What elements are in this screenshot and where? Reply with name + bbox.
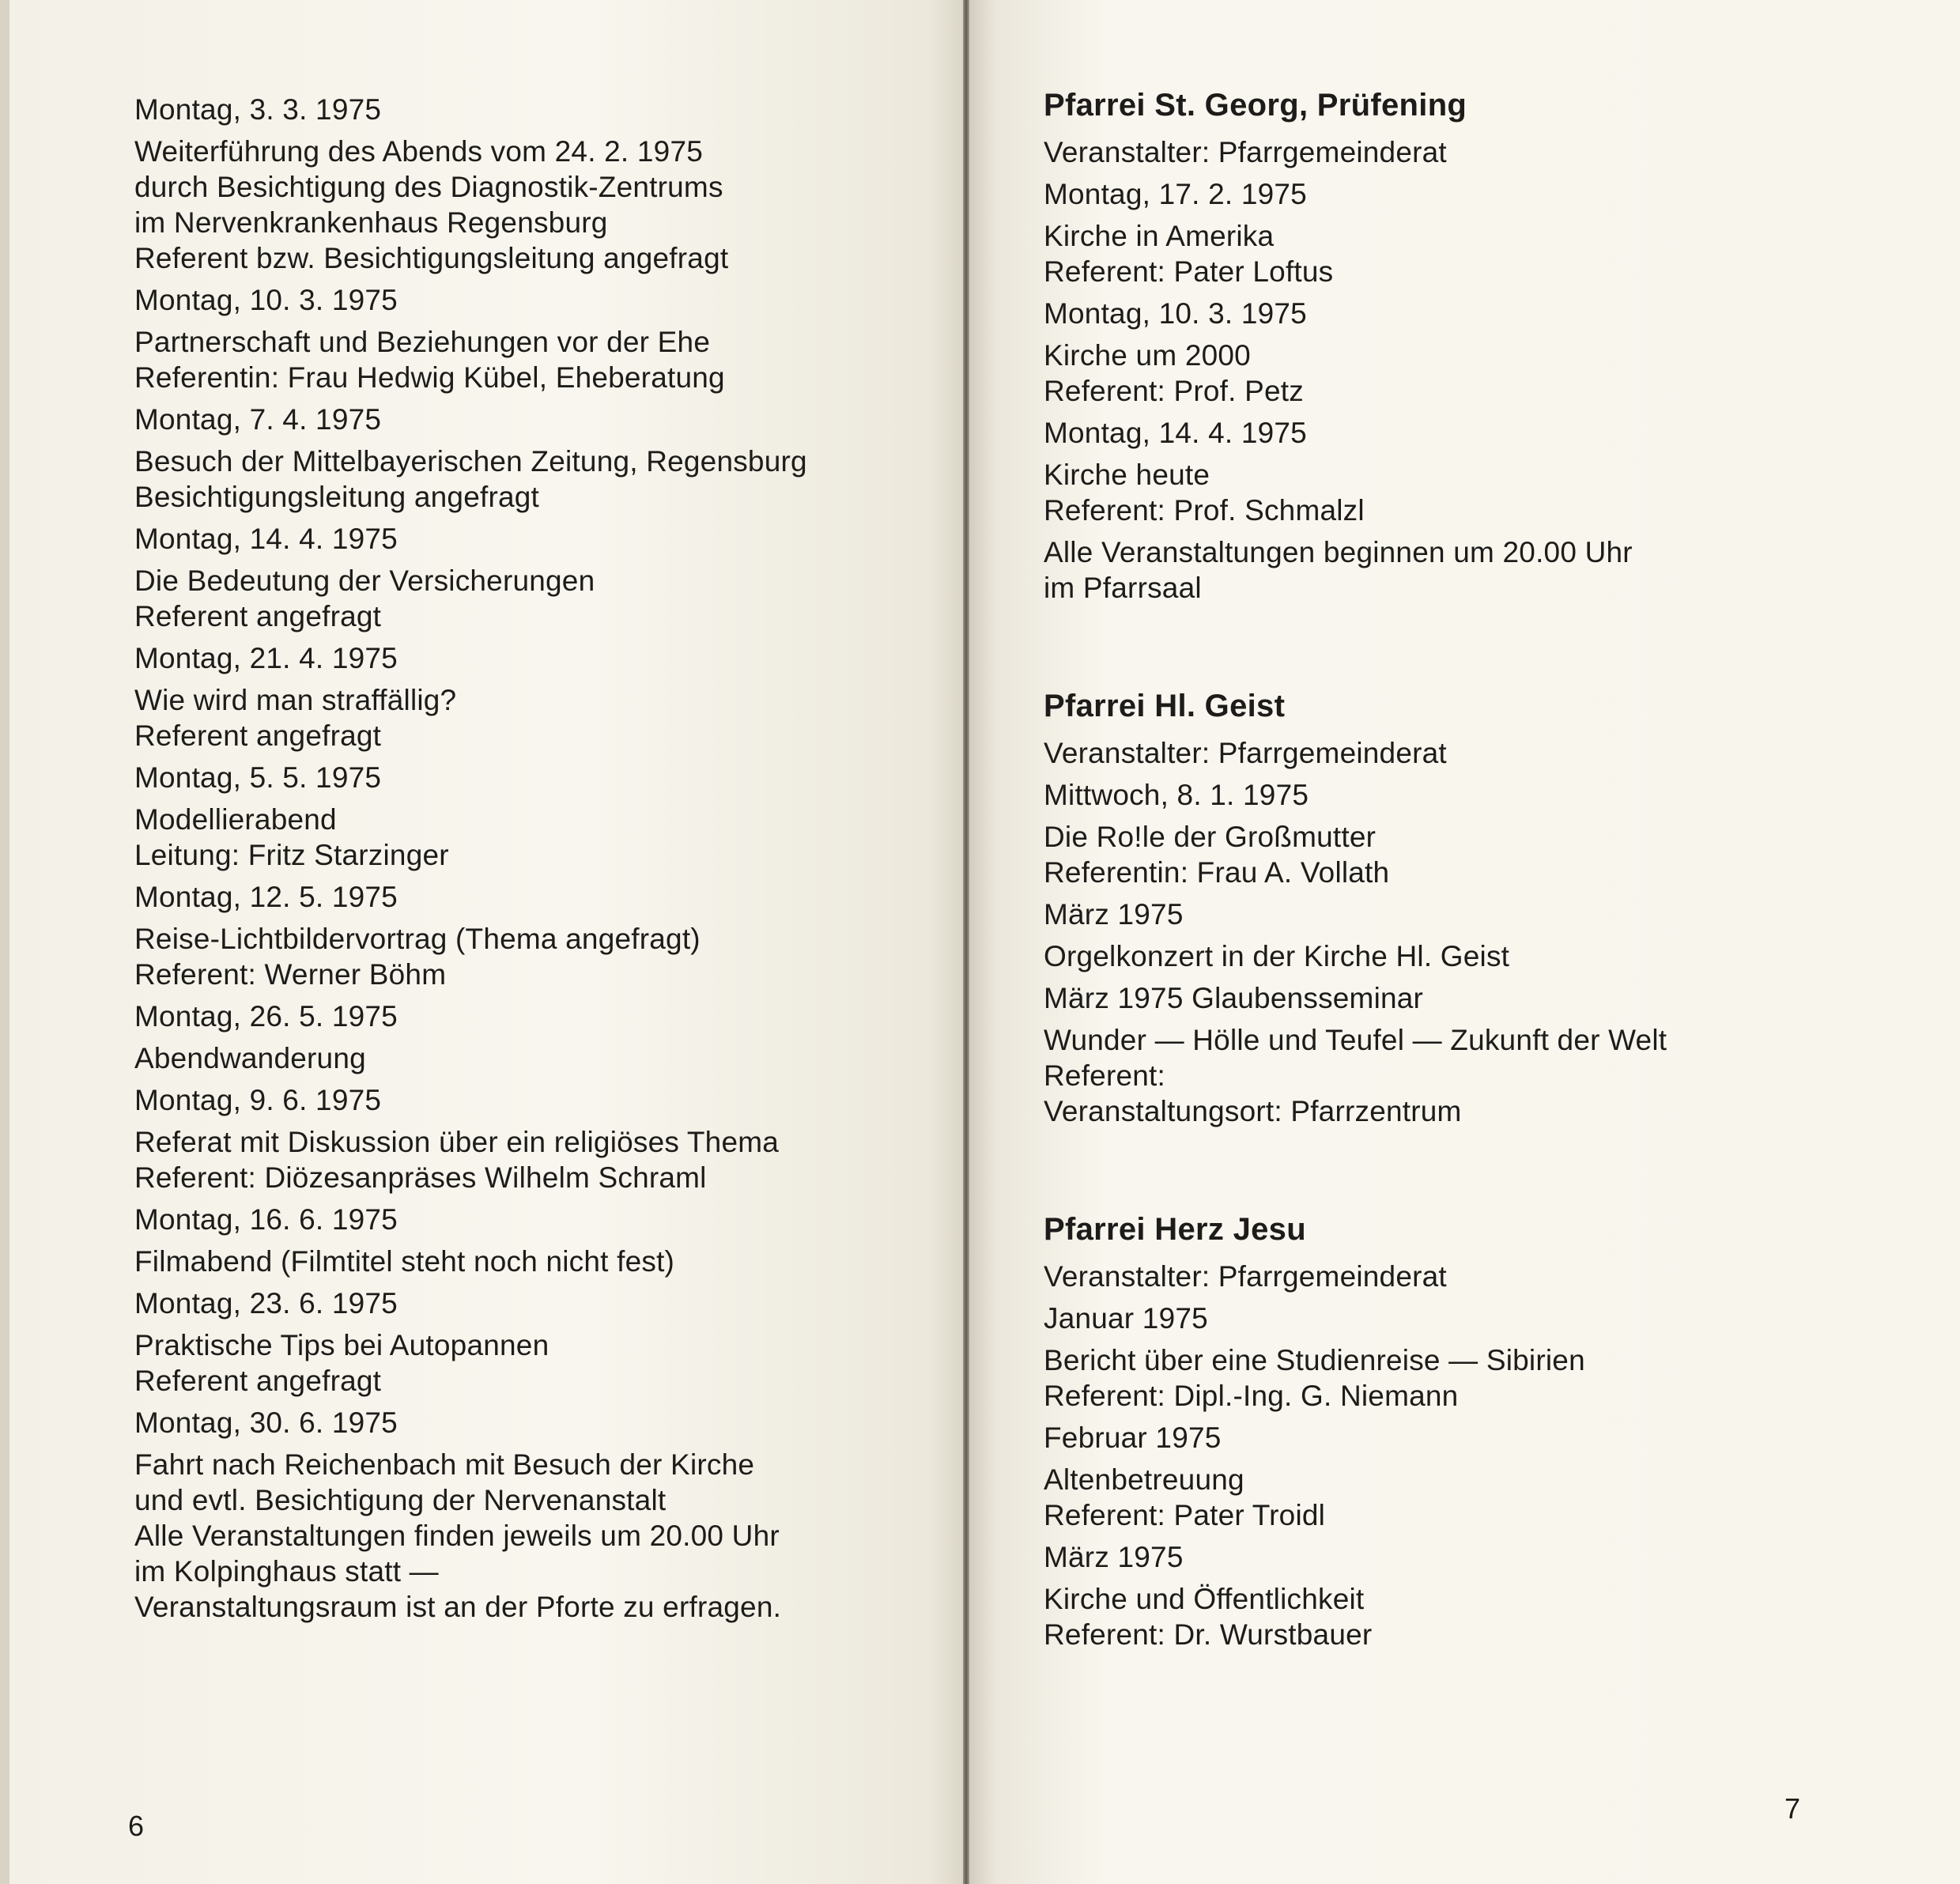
parish-section bbox=[1044, 686, 1929, 1129]
section-note bbox=[1044, 534, 1929, 606]
event-entry bbox=[1044, 980, 1929, 1129]
page-number-right: 7 bbox=[1784, 1792, 1801, 1825]
event-line: Besichtigungsleitung angefragt bbox=[134, 481, 540, 513]
event-date: März 1975 bbox=[1044, 1541, 1184, 1573]
event-line: Kirche heute bbox=[1044, 459, 1210, 491]
event-date: Montag, 14. 4. 1975 bbox=[1044, 417, 1307, 449]
event-entry bbox=[1044, 1420, 1929, 1533]
event-date: Montag, 12. 5. 1975 bbox=[134, 881, 398, 913]
event-entry bbox=[1044, 777, 1929, 890]
event-line: Referent: bbox=[1044, 1059, 1165, 1092]
event-date: Montag, 10. 3. 1975 bbox=[134, 284, 398, 316]
event-line: Referent bzw. Besichtigungsleitung angefragt bbox=[134, 242, 729, 274]
event-date: März 1975 bbox=[1044, 898, 1184, 931]
event-line: Alle Veranstaltungen finden jeweils um 20.00 Uhr bbox=[134, 1520, 780, 1552]
book-spine bbox=[963, 0, 969, 1884]
event-date: Montag, 17. 2. 1975 bbox=[1044, 178, 1307, 210]
organizer-line: Veranstalter: Pfarrgemeinderat bbox=[1044, 1260, 1447, 1293]
event-line: Veranstaltungsort: Pfarrzentrum bbox=[1044, 1095, 1462, 1127]
event-line: Modellierabend bbox=[134, 803, 337, 836]
event-line: Die Bedeutung der Versicherungen bbox=[134, 564, 595, 597]
event-line: Referent: Pater Troidl bbox=[1044, 1499, 1326, 1531]
event-line: Abendwanderung bbox=[134, 1042, 366, 1074]
event-line: Referent: Dipl.-Ing. G. Niemann bbox=[1044, 1380, 1459, 1412]
event-line: Praktische Tips bei Autopannen bbox=[134, 1329, 549, 1361]
event-entry bbox=[134, 521, 893, 634]
event-entry bbox=[134, 1405, 893, 1625]
event-line: Referent: Pater Loftus bbox=[1044, 255, 1334, 288]
event-entry bbox=[1044, 415, 1929, 528]
parish-section bbox=[1044, 85, 1929, 606]
event-entry bbox=[134, 879, 893, 992]
event-entry bbox=[134, 92, 893, 276]
organizer-entry bbox=[1044, 735, 1929, 771]
event-line: Altenbetreuung bbox=[1044, 1463, 1244, 1496]
event-line: Kirche in Amerika bbox=[1044, 220, 1275, 252]
event-date: Montag, 30. 6. 1975 bbox=[134, 1406, 398, 1439]
event-entry bbox=[1044, 1301, 1929, 1414]
event-line: und evtl. Besichtigung der Nervenanstalt bbox=[134, 1484, 667, 1516]
event-date: Februar 1975 bbox=[1044, 1421, 1222, 1454]
event-line: im Nervenkrankenhaus Regensburg bbox=[134, 206, 608, 239]
event-date: Januar 1975 bbox=[1044, 1302, 1208, 1335]
event-date: Mittwoch, 8. 1. 1975 bbox=[1044, 779, 1309, 811]
event-date: Montag, 10. 3. 1975 bbox=[1044, 297, 1307, 330]
parish-title: Pfarrei Herz Jesu bbox=[1044, 1212, 1306, 1247]
event-entry bbox=[134, 402, 893, 515]
event-line: Referent: Dr. Wurstbauer bbox=[1044, 1618, 1373, 1651]
note-line: im Pfarrsaal bbox=[1044, 572, 1202, 604]
note-line: Alle Veranstaltungen beginnen um 20.00 Uhr bbox=[1044, 536, 1633, 568]
event-line: Referent angefragt bbox=[134, 719, 382, 752]
event-date: Montag, 26. 5. 1975 bbox=[134, 1000, 398, 1033]
event-line: Kirche um 2000 bbox=[1044, 339, 1251, 372]
event-date: März 1975 Glaubensseminar bbox=[1044, 982, 1424, 1014]
event-line: Referent: Prof. Schmalzl bbox=[1044, 494, 1365, 527]
event-line: Kirche und Öffentlichkeit bbox=[1044, 1583, 1365, 1615]
event-line: Reise-Lichtbildervortrag (Thema angefragt) bbox=[134, 923, 701, 955]
event-entry bbox=[134, 282, 893, 395]
event-line: Filmabend (Filmtitel steht noch nicht fest) bbox=[134, 1245, 675, 1278]
event-entry bbox=[134, 640, 893, 753]
event-line: Referent angefragt bbox=[134, 1365, 382, 1397]
left-page-events bbox=[134, 92, 893, 1631]
event-line: Referentin: Frau A. Vollath bbox=[1044, 856, 1390, 889]
event-entry bbox=[1044, 1539, 1929, 1652]
event-line: durch Besichtigung des Diagnostik-Zentrums bbox=[134, 171, 723, 203]
event-entry bbox=[134, 1286, 893, 1399]
event-date: Montag, 7. 4. 1975 bbox=[134, 403, 382, 436]
event-line: Wunder — Hölle und Teufel — Zukunft der Welt bbox=[1044, 1024, 1667, 1056]
event-date: Montag, 3. 3. 1975 bbox=[134, 93, 382, 126]
event-date: Montag, 23. 6. 1975 bbox=[134, 1287, 398, 1320]
organizer-entry bbox=[1044, 134, 1929, 170]
page-number-left: 6 bbox=[128, 1810, 145, 1842]
event-entry bbox=[1044, 176, 1929, 289]
event-entry bbox=[134, 760, 893, 873]
event-date: Montag, 16. 6. 1975 bbox=[134, 1203, 398, 1236]
event-line: Partnerschaft und Beziehungen vor der Ehe bbox=[134, 326, 711, 358]
event-entry bbox=[134, 1202, 893, 1279]
event-entry bbox=[134, 999, 893, 1076]
event-line: Referent: Diözesanpräses Wilhelm Schraml bbox=[134, 1161, 707, 1194]
organizer-line: Veranstalter: Pfarrgemeinderat bbox=[1044, 136, 1447, 168]
event-line: im Kolpinghaus statt — bbox=[134, 1555, 439, 1588]
event-line: Referent angefragt bbox=[134, 600, 382, 632]
event-entry bbox=[1044, 897, 1929, 974]
event-line: Referent: Werner Böhm bbox=[134, 958, 447, 991]
event-date: Montag, 9. 6. 1975 bbox=[134, 1084, 382, 1116]
organizer-line: Veranstalter: Pfarrgemeinderat bbox=[1044, 737, 1447, 769]
event-line: Referent: Prof. Petz bbox=[1044, 375, 1304, 407]
organizer-entry bbox=[1044, 1259, 1929, 1294]
event-line: Wie wird man straffällig? bbox=[134, 684, 457, 716]
event-date: Montag, 21. 4. 1975 bbox=[134, 642, 398, 674]
event-entry bbox=[1044, 296, 1929, 409]
event-line: Referat mit Diskussion über ein religiöses Thema bbox=[134, 1126, 780, 1158]
event-line: Fahrt nach Reichenbach mit Besuch der Kirche bbox=[134, 1448, 755, 1481]
event-line: Leitung: Fritz Starzinger bbox=[134, 839, 449, 871]
event-line: Veranstaltungsraum ist an der Pforte zu erfragen. bbox=[134, 1591, 782, 1623]
event-date: Montag, 14. 4. 1975 bbox=[134, 523, 398, 555]
event-entry bbox=[134, 1082, 893, 1195]
parish-title: Pfarrei Hl. Geist bbox=[1044, 689, 1286, 723]
event-line: Besuch der Mittelbayerischen Zeitung, Regensburg bbox=[134, 445, 807, 478]
event-line: Bericht über eine Studienreise — Sibirien bbox=[1044, 1344, 1585, 1376]
right-page-sections bbox=[1044, 85, 1929, 1659]
event-line: Weiterführung des Abends vom 24. 2. 1975 bbox=[134, 135, 704, 168]
event-line: Orgelkonzert in der Kirche Hl. Geist bbox=[1044, 940, 1510, 972]
parish-section bbox=[1044, 1210, 1929, 1652]
event-date: Montag, 5. 5. 1975 bbox=[134, 761, 382, 794]
event-line: Die Ro!le der Großmutter bbox=[1044, 821, 1377, 853]
event-line: Referentin: Frau Hedwig Kübel, Eheberatung bbox=[134, 361, 725, 394]
parish-title: Pfarrei St. Georg, Prüfening bbox=[1044, 88, 1467, 123]
